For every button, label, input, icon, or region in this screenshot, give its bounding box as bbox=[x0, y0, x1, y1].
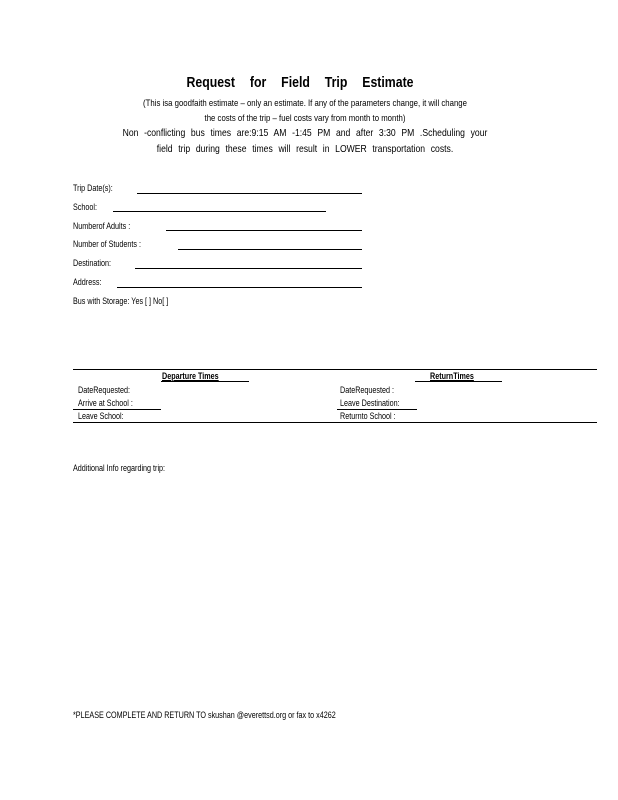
return-instructions: *PLEASE COMPLETE AND RETURN TO skushan @everettsd.org or fax to x4262 bbox=[73, 710, 336, 720]
leave-school[interactable]: Leave School: bbox=[78, 411, 124, 421]
students-field[interactable] bbox=[178, 249, 362, 250]
return-times-header: ReturnTimes bbox=[430, 371, 474, 381]
adults-field[interactable] bbox=[166, 230, 362, 231]
destination-label: Destination: bbox=[73, 258, 112, 268]
arrive-row-rule bbox=[73, 409, 161, 410]
adults-label: Numberof Adults : bbox=[73, 221, 131, 231]
table-top-rule bbox=[73, 369, 597, 370]
school-label: School: bbox=[73, 202, 98, 212]
bus-times-note-line-1: Non -conflicting bus times are:9:15 AM -1:45 PM and after 3:30 PM .Scheduling your bbox=[122, 127, 488, 139]
bus-times-note-line-2: field trip during these times will result in LOWER transportation costs. bbox=[156, 143, 454, 155]
destination-field[interactable] bbox=[135, 268, 362, 269]
return-to-school[interactable]: Returnto School : bbox=[340, 411, 396, 421]
page-title: Request for Field Trip Estimate bbox=[186, 74, 414, 91]
departure-date-requested[interactable]: DateRequested: bbox=[78, 385, 131, 395]
trip-dates-field[interactable] bbox=[137, 193, 362, 194]
school-field[interactable] bbox=[113, 211, 326, 212]
trip-dates-label: Trip Date(s): bbox=[73, 183, 113, 193]
address-label: Address: bbox=[73, 277, 102, 287]
departure-header-underline bbox=[161, 381, 249, 382]
table-bottom-rule bbox=[73, 422, 597, 423]
leave-destination[interactable]: Leave Destination: bbox=[340, 398, 400, 408]
return-date-requested[interactable]: DateRequested : bbox=[340, 385, 395, 395]
estimate-disclaimer-line-2: the costs of the trip – fuel costs vary from month to month) bbox=[204, 113, 406, 124]
additional-info-label: Additional Info regarding trip: bbox=[73, 463, 166, 473]
arrive-at-school[interactable]: Arrive at School : bbox=[78, 398, 133, 408]
leave-destination-rule bbox=[337, 409, 417, 410]
estimate-disclaimer-line-1: (This isa goodfaith estimate – only an estimate. If any of the parameters change, it will change bbox=[143, 98, 467, 109]
students-label: Number of Students : bbox=[73, 239, 142, 249]
departure-times-header: Departure Times bbox=[162, 371, 219, 381]
address-field[interactable] bbox=[117, 287, 362, 288]
bus-storage-option[interactable]: Bus with Storage: Yes [ ] No[ ] bbox=[73, 296, 169, 306]
return-header-underline bbox=[415, 381, 502, 382]
